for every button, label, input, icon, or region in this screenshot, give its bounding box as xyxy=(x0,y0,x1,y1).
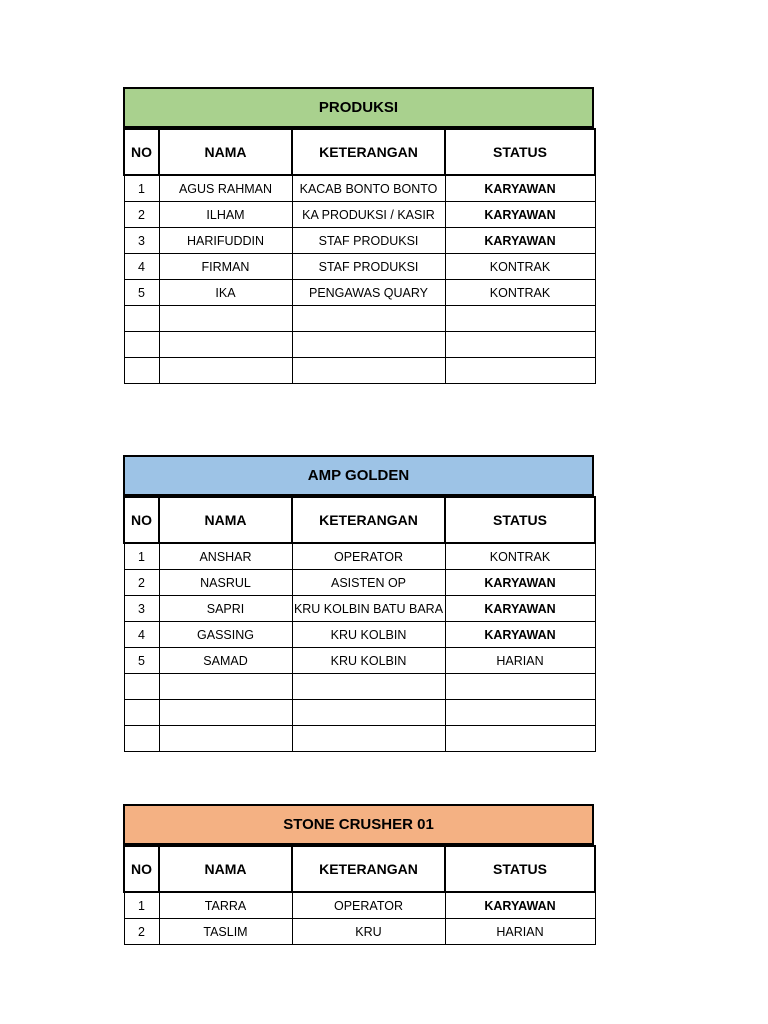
empty-cell xyxy=(445,306,595,332)
cell-no: 2 xyxy=(124,570,159,596)
cell-no: 3 xyxy=(124,228,159,254)
cell-no: 1 xyxy=(124,543,159,570)
cell-no: 4 xyxy=(124,622,159,648)
cell-status: KONTRAK xyxy=(445,280,595,306)
cell-keterangan: KA PRODUKSI / KASIR xyxy=(292,202,445,228)
empty-row xyxy=(124,358,595,384)
cell-keterangan: OPERATOR xyxy=(292,892,445,919)
table-title: PRODUKSI xyxy=(123,87,594,128)
cell-nama: HARIFUDDIN xyxy=(159,228,292,254)
empty-row xyxy=(124,674,595,700)
header-keterangan: KETERANGAN xyxy=(292,129,445,175)
cell-keterangan: KRU KOLBIN xyxy=(292,648,445,674)
header-no: NO xyxy=(124,846,159,892)
table-row xyxy=(124,175,595,202)
empty-cell xyxy=(445,358,595,384)
cell-status: KARYAWAN xyxy=(445,622,595,648)
empty-cell xyxy=(159,726,292,752)
empty-row xyxy=(124,306,595,332)
cell-keterangan: OPERATOR xyxy=(292,543,445,570)
cell-status: KONTRAK xyxy=(445,254,595,280)
table-row xyxy=(124,570,595,596)
empty-cell xyxy=(445,674,595,700)
empty-cell xyxy=(124,726,159,752)
header-keterangan: KETERANGAN xyxy=(292,497,445,543)
header-nama: NAMA xyxy=(159,497,292,543)
empty-cell xyxy=(159,358,292,384)
cell-no: 2 xyxy=(124,202,159,228)
table-row xyxy=(124,919,595,945)
cell-no: 4 xyxy=(124,254,159,280)
header-no: NO xyxy=(124,497,159,543)
cell-nama: ANSHAR xyxy=(159,543,292,570)
empty-row xyxy=(124,700,595,726)
table-row xyxy=(124,648,595,674)
cell-keterangan: KRU KOLBIN xyxy=(292,622,445,648)
cell-nama: SAPRI xyxy=(159,596,292,622)
table-row xyxy=(124,596,595,622)
empty-cell xyxy=(124,332,159,358)
cell-nama: TASLIM xyxy=(159,919,292,945)
cell-nama: ILHAM xyxy=(159,202,292,228)
header-status: STATUS xyxy=(445,129,595,175)
amp-golden-grid xyxy=(123,496,596,752)
header-row xyxy=(124,497,595,543)
stone-crusher-grid xyxy=(123,845,596,945)
header-nama: NAMA xyxy=(159,129,292,175)
cell-keterangan: KACAB BONTO BONTO xyxy=(292,175,445,202)
header-row xyxy=(124,846,595,892)
table-row xyxy=(124,228,595,254)
empty-cell xyxy=(292,306,445,332)
cell-nama: TARRA xyxy=(159,892,292,919)
empty-cell xyxy=(124,306,159,332)
cell-no: 1 xyxy=(124,175,159,202)
cell-status: HARIAN xyxy=(445,648,595,674)
cell-status: HARIAN xyxy=(445,919,595,945)
cell-nama: IKA xyxy=(159,280,292,306)
header-nama: NAMA xyxy=(159,846,292,892)
empty-cell xyxy=(292,358,445,384)
header-keterangan: KETERANGAN xyxy=(292,846,445,892)
cell-nama: SAMAD xyxy=(159,648,292,674)
table-stone-crusher xyxy=(123,804,594,945)
cell-keterangan: ASISTEN OP xyxy=(292,570,445,596)
cell-keterangan: STAF PRODUKSI xyxy=(292,254,445,280)
cell-no: 3 xyxy=(124,596,159,622)
cell-keterangan: PENGAWAS QUARY xyxy=(292,280,445,306)
empty-row xyxy=(124,726,595,752)
empty-cell xyxy=(445,700,595,726)
header-status: STATUS xyxy=(445,497,595,543)
table-row xyxy=(124,622,595,648)
table-title: STONE CRUSHER 01 xyxy=(123,804,594,845)
empty-cell xyxy=(292,726,445,752)
cell-nama: GASSING xyxy=(159,622,292,648)
cell-status: KARYAWAN xyxy=(445,228,595,254)
table-row xyxy=(124,892,595,919)
table-row xyxy=(124,280,595,306)
cell-no: 5 xyxy=(124,280,159,306)
empty-cell xyxy=(159,332,292,358)
empty-cell xyxy=(124,700,159,726)
cell-nama: NASRUL xyxy=(159,570,292,596)
cell-status: KARYAWAN xyxy=(445,596,595,622)
empty-cell xyxy=(124,674,159,700)
empty-cell xyxy=(445,332,595,358)
table-amp-golden xyxy=(123,455,594,752)
cell-status: KARYAWAN xyxy=(445,892,595,919)
cell-status: KARYAWAN xyxy=(445,175,595,202)
empty-cell xyxy=(292,700,445,726)
cell-status: KARYAWAN xyxy=(445,202,595,228)
empty-cell xyxy=(159,306,292,332)
cell-nama: FIRMAN xyxy=(159,254,292,280)
empty-cell xyxy=(292,674,445,700)
cell-status: KARYAWAN xyxy=(445,570,595,596)
header-row xyxy=(124,129,595,175)
table-row xyxy=(124,254,595,280)
header-status: STATUS xyxy=(445,846,595,892)
empty-cell xyxy=(445,726,595,752)
table-row xyxy=(124,543,595,570)
cell-nama: AGUS RAHMAN xyxy=(159,175,292,202)
empty-cell xyxy=(124,358,159,384)
cell-keterangan: KRU KOLBIN BATU BARA xyxy=(292,596,445,622)
header-no: NO xyxy=(124,129,159,175)
table-row xyxy=(124,202,595,228)
cell-no: 2 xyxy=(124,919,159,945)
cell-status: KONTRAK xyxy=(445,543,595,570)
empty-row xyxy=(124,332,595,358)
empty-cell xyxy=(159,700,292,726)
cell-no: 1 xyxy=(124,892,159,919)
table-title: AMP GOLDEN xyxy=(123,455,594,496)
cell-keterangan: STAF PRODUKSI xyxy=(292,228,445,254)
empty-cell xyxy=(292,332,445,358)
cell-no: 5 xyxy=(124,648,159,674)
table-produksi xyxy=(123,87,594,384)
cell-keterangan: KRU xyxy=(292,919,445,945)
empty-cell xyxy=(159,674,292,700)
produksi-grid xyxy=(123,128,596,384)
